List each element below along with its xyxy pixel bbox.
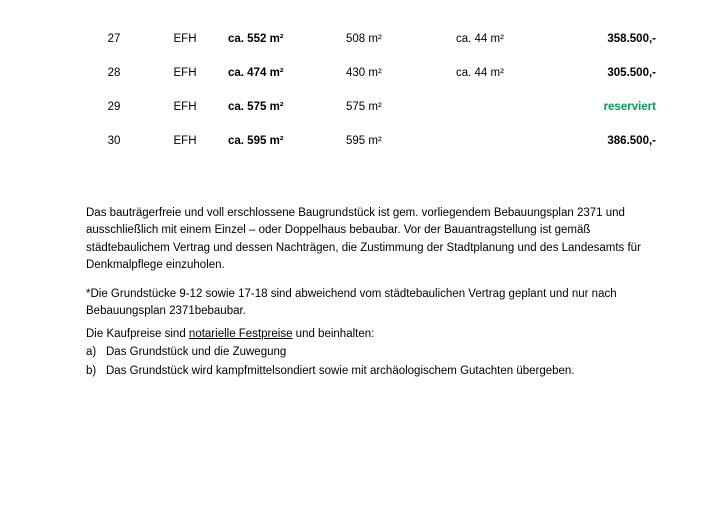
- price-text-suffix: und beinhalten:: [292, 327, 375, 340]
- list-item-marker: b): [86, 364, 97, 377]
- cell-plot-area-exact: 430 m²: [346, 67, 382, 79]
- plot-table: [86, 22, 656, 158]
- status-badge-reserved: reserviert: [603, 101, 656, 113]
- paragraph-line: Bebauungsplan 2371bebaubar.: [86, 305, 246, 318]
- cell-extra-area: ca. 44 m²: [456, 33, 504, 45]
- cell-plot-area-exact: 575 m²: [346, 101, 382, 113]
- cell-plot-area-approx: ca. 575 m²: [228, 101, 284, 113]
- table-row: [86, 22, 656, 56]
- paragraph-line: städtebaulichem Vertrag und dessen Nachträgen, die Zustimmung der Stadtplanung und des Landesamts für: [86, 241, 641, 254]
- cell-house-type: EFH: [173, 135, 197, 147]
- cell-plot-area-exact: 508 m²: [346, 33, 382, 45]
- price-text-underlined: notarielle Festpreise: [188, 327, 293, 340]
- cell-plot-area-approx: ca. 595 m²: [228, 135, 284, 147]
- paragraph-line: [86, 326, 646, 343]
- cell-plot-number: 27: [107, 33, 121, 45]
- cell-extra-area: ca. 44 m²: [456, 67, 504, 79]
- table-row: [86, 56, 656, 90]
- list-item-label: Das Grundstück wird kampfmittelsondiert sowie mit archäologischem Gutachten übergeben.: [106, 364, 575, 377]
- cell-plot-number: 28: [107, 67, 121, 79]
- table-row: [86, 90, 656, 124]
- list-item-label: Das Grundstück und die Zuwegung: [106, 346, 287, 358]
- cell-plot-area-approx: ca. 552 m²: [228, 33, 284, 45]
- cell-extra-area: [456, 90, 572, 124]
- list-item-marker: a): [86, 346, 97, 358]
- paragraph-line: ausschließlich mit einem Einzel – oder Doppelhaus bebaubar. Vor der Bauantragstellung ist gemäß: [86, 224, 591, 237]
- paragraph-line: Das bauträgerfreie und voll erschlossene Baugrundstück ist gem. vorliegendem Bebauungsplan 2371 und: [86, 207, 625, 219]
- cell-house-type: EFH: [173, 101, 197, 113]
- price-text-prefix: Die Kaufpreise sind: [86, 327, 189, 340]
- paragraph-line: Denkmalpflege einzuholen.: [86, 259, 225, 272]
- cell-extra-area: [456, 124, 572, 158]
- description-block: [86, 205, 646, 321]
- cell-price: 358.500,-: [607, 33, 656, 45]
- inclusions-list: [86, 343, 646, 380]
- cell-house-type: EFH: [173, 33, 197, 45]
- cell-plot-area-exact: 595 m²: [346, 135, 382, 147]
- plot-table-body: [86, 22, 656, 158]
- cell-plot-number: 29: [107, 101, 121, 113]
- cell-price: 305.500,-: [607, 67, 656, 79]
- list-item: [86, 362, 646, 381]
- cell-plot-number: 30: [107, 135, 121, 147]
- cell-plot-area-approx: ca. 474 m²: [228, 67, 284, 79]
- paragraph-line: *Die Grundstücke 9-12 sowie 17-18 sind abweichend vom städtebaulichen Vertrag geplant und nur nach: [86, 287, 617, 300]
- table-row: [86, 124, 656, 158]
- list-item: [86, 343, 646, 362]
- paragraph-building-rules: [86, 205, 646, 275]
- cell-price: 386.500,-: [607, 135, 656, 147]
- cell-house-type: EFH: [173, 67, 197, 79]
